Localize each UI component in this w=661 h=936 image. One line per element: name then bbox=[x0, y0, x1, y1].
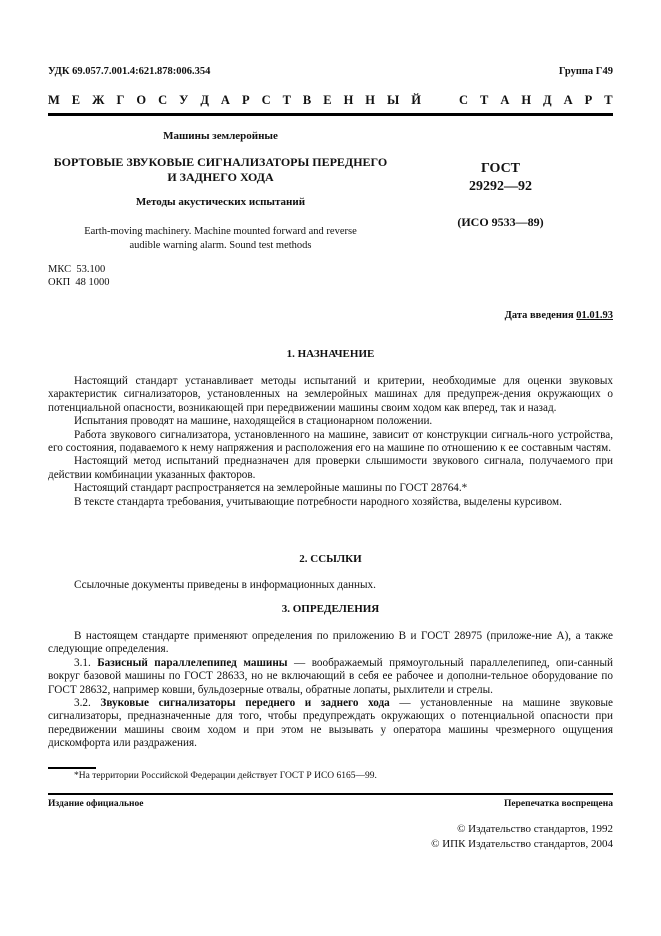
banner-letter: Г bbox=[116, 93, 125, 107]
banner-letter: Н bbox=[521, 93, 532, 107]
introduction-date bbox=[505, 310, 613, 321]
paragraph: В настоящем стандарте применяют определения по приложению В и ГОСТ 28975 (приложе-ние А), а также следующие определения. bbox=[48, 630, 613, 656]
reprint-prohibited-label: Перепечатка воспрещена bbox=[503, 799, 613, 809]
date-value: 01.01.93 bbox=[576, 310, 613, 321]
banner-letter: Р bbox=[584, 93, 593, 107]
interstate-standard-banner bbox=[48, 93, 613, 108]
section-1-heading: 1. НАЗНАЧЕНИЕ bbox=[286, 348, 375, 360]
definition-number: 3.1. bbox=[74, 656, 98, 669]
paragraph: Испытания проводят на машине, находящейся в стационарном положении. bbox=[74, 415, 433, 428]
section-1-body bbox=[48, 375, 613, 509]
banner-letter: Т bbox=[604, 93, 613, 107]
banner-letter: Е bbox=[323, 93, 332, 107]
paragraph: Настоящий метод испытаний предназначен для проверки слышимости звукового сигнала, получаемого при действии комбинации указанных факторов. bbox=[48, 455, 613, 481]
banner-letter: Р bbox=[241, 93, 250, 107]
banner-letter: С bbox=[158, 93, 168, 107]
definition-term: Базисный параллелепипед машины bbox=[97, 656, 288, 669]
gost-number: 29292—92 bbox=[469, 179, 532, 194]
banner-letter: Д bbox=[543, 93, 552, 107]
date-label: Дата введения bbox=[504, 310, 577, 321]
definition-3-2 bbox=[48, 697, 613, 751]
document-title bbox=[48, 155, 393, 185]
banner-letter: Ж bbox=[92, 93, 105, 107]
banner-letter: Ы bbox=[387, 93, 400, 107]
banner-letter: Н bbox=[343, 93, 354, 107]
banner-letter: С bbox=[458, 93, 468, 107]
section-3-heading: 3. ОПРЕДЕЛЕНИЯ bbox=[281, 603, 380, 615]
section-2-body bbox=[48, 579, 613, 592]
english-title-line-1: Earth-moving machinery. Machine mounted forward and reverse bbox=[84, 226, 357, 237]
banner-letter: Й bbox=[411, 93, 421, 107]
definition-number: 3.2. bbox=[74, 697, 101, 710]
footnote: *На территории Российской Федерации действует ГОСТ Р ИСО 6165—99. bbox=[74, 771, 377, 781]
subtitle: Машины землеройные bbox=[163, 130, 278, 142]
paragraph: Ссылочные документы приведены в информационных данных. bbox=[74, 579, 376, 591]
copyright-2: © ИПК Издательство стандартов, 2004 bbox=[431, 838, 613, 850]
footnote-rule bbox=[48, 767, 96, 769]
copyright-block bbox=[431, 822, 613, 852]
banner-letter: Т bbox=[282, 93, 291, 107]
definition-text: — воображаемый прямоугольный параллелепипед, опи-санный вокруг базовой машины по ГОСТ 28633, но не включающий в себя ее рабочее и дополни-тельное оборудование по ГОСТ 28632, например ковши, бульдозерные отвалы, обратные лопаты, рыхлители и стрелы. bbox=[48, 656, 613, 696]
official-edition-label: Издание официальное bbox=[48, 799, 144, 809]
mks-code: МКС 53.100 bbox=[48, 264, 106, 275]
paragraph: Настоящий стандарт распространяется на землеройные машины по ГОСТ 28764.* bbox=[74, 482, 468, 495]
banner-letter: У bbox=[179, 93, 189, 107]
udk-code: УДК 69.057.7.001.4:621.878:006.354 bbox=[48, 66, 211, 77]
banner-letter: В bbox=[302, 93, 312, 107]
english-title-line-2: audible warning alarm. Sound test methods bbox=[129, 239, 312, 251]
iso-reference: (ИСО 9533—89) bbox=[457, 215, 544, 229]
banner-letter: М bbox=[48, 93, 60, 107]
banner-letter: Д bbox=[200, 93, 209, 107]
footer-rule bbox=[48, 793, 613, 795]
methods-subtitle: Методы акустических испытаний bbox=[135, 196, 306, 208]
banner-letter: О bbox=[136, 93, 147, 107]
banner-letter: С bbox=[261, 93, 271, 107]
banner-letter: Е bbox=[71, 93, 81, 107]
group-code: Группа Г49 bbox=[558, 66, 613, 77]
english-title bbox=[48, 225, 393, 252]
banner-letter: Т bbox=[479, 93, 489, 107]
banner-letter: А bbox=[500, 93, 510, 107]
classification-codes bbox=[48, 263, 110, 289]
definition-3-1 bbox=[48, 657, 613, 697]
gost-label: ГОСТ bbox=[480, 161, 521, 176]
gost-designation bbox=[418, 160, 583, 196]
banner-letter: Н bbox=[365, 93, 376, 107]
banner-letter: А bbox=[563, 93, 573, 107]
banner-gap bbox=[433, 93, 447, 108]
definition-term: Звуковые сигнализаторы переднего и заднего хода bbox=[100, 697, 390, 710]
definition-text: — установленные на машине звуковые сигнализаторы, предназначенные для того, чтобы предупреждать окружающих о потенциальной опасности при передвижении машины своим ходом и при этом не вызывать у оператора машины чрезмерного ощущения дискомфорта или раздражения. bbox=[48, 697, 613, 750]
title-line-1: БОРТОВЫЕ ЗВУКОВЫЕ СИГНАЛИЗАТОРЫ ПЕРЕДНЕГО bbox=[53, 155, 388, 169]
paragraph: Настоящий стандарт устанавливает методы испытаний и критерии, необходимые для оценки звуковых характеристик сигнализаторов, установленных на землеройных машинах для предупреж-дения окружающих о потенциальной опасности, возникающей при передвижении машины своим ходом как вперед, так и назад. bbox=[48, 375, 613, 414]
title-line-2: И ЗАДНЕГО ХОДА bbox=[167, 170, 274, 184]
section-3-body bbox=[48, 630, 613, 751]
copyright-1: © Издательство стандартов, 1992 bbox=[457, 823, 613, 835]
paragraph: Работа звукового сигнализатора, установленного на машине, зависит от конструкции сигналь-ного устройства, его состояния, подаваемого к нему напряжения и расположения его на машине по отношению к ее составным частям. bbox=[48, 428, 613, 455]
banner-letter: А bbox=[220, 93, 230, 107]
header-rule bbox=[48, 113, 613, 116]
okp-code: ОКП 48 1000 bbox=[48, 277, 110, 288]
section-2-heading: 2. ССЫЛКИ bbox=[299, 553, 362, 565]
paragraph: В тексте стандарта требования, учитывающие потребности народного хозяйства, выделены курсивом. bbox=[74, 495, 562, 508]
